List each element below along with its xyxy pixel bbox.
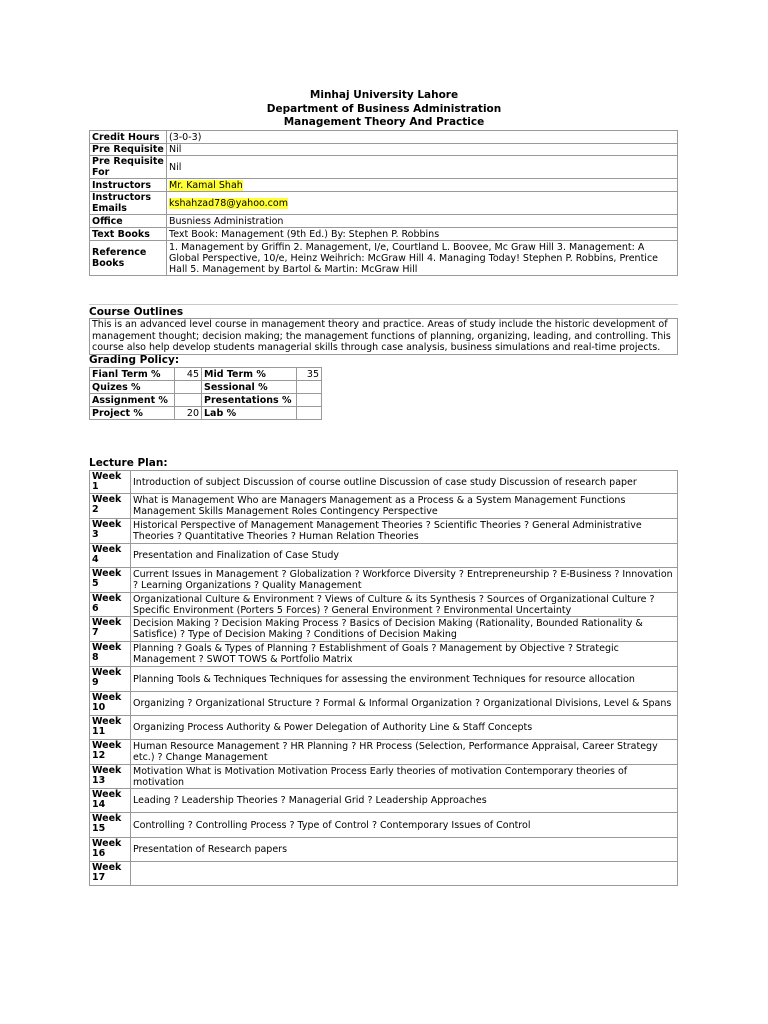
week-label: Week 8 xyxy=(90,642,131,667)
lecture-row xyxy=(90,838,678,862)
grading-label: Fianl Term % xyxy=(90,368,175,381)
week-topic xyxy=(131,862,678,886)
lecture-row xyxy=(90,862,678,886)
info-label: Pre Requisite xyxy=(90,144,167,156)
grading-value xyxy=(175,381,202,394)
info-row xyxy=(90,179,678,192)
week-label: Week 12 xyxy=(90,740,131,765)
week-topic: Organizational Culture & Environment ? Views of Culture & its Synthesis ? Sources of Organizational Culture ? Specific Environment (Porters 5 Forces) ? General Environment ? Environmental Uncertainty xyxy=(131,593,678,617)
week-label: Week 6 xyxy=(90,593,131,617)
info-value-text: 1. Management by Griffin 2. Management, I/e, Courtland L. Boovee, Mc Graw Hill 3. Management: A Global Perspective, 10/e, Heinz Weihrich: McGraw Hill 4. Managing Today! Stephen P. Robbins, Prentice Hall 5. Management by Bartol & Martin: McGraw Hill xyxy=(169,241,659,275)
lecture-row xyxy=(90,568,678,593)
lecture-row xyxy=(90,544,678,568)
course-outlines-title: Course Outlines xyxy=(89,304,678,318)
week-label: Week 13 xyxy=(90,765,131,789)
lecture-row xyxy=(90,593,678,617)
info-label: Credit Hours xyxy=(90,131,167,144)
course-info-table xyxy=(89,130,678,276)
info-value xyxy=(167,179,678,192)
lecture-row xyxy=(90,494,678,519)
week-label: Week 3 xyxy=(90,519,131,544)
week-topic: Planning ? Goals & Types of Planning ? Establishment of Goals ? Management by Objective ? Strategic Management ? SWOT TOWS & Portfolio Matrix xyxy=(131,642,678,667)
info-value xyxy=(167,215,678,228)
grading-value: 20 xyxy=(175,407,202,420)
week-label: Week 2 xyxy=(90,494,131,519)
course-title: Management Theory And Practice xyxy=(283,116,485,128)
grading-value xyxy=(175,394,202,407)
week-label: Week 14 xyxy=(90,789,131,813)
info-row xyxy=(90,192,678,215)
info-row xyxy=(90,228,678,241)
grading-value: 35 xyxy=(297,368,322,381)
info-value-text: Busniess Administration xyxy=(169,215,284,227)
info-value-text: (3-0-3) xyxy=(169,131,202,143)
grading-value xyxy=(297,381,322,394)
week-topic: Organizing Process Authority & Power Delegation of Authority Line & Staff Concepts xyxy=(131,716,678,740)
info-value xyxy=(167,156,678,179)
lecture-row xyxy=(90,519,678,544)
info-label: Office xyxy=(90,215,167,228)
week-topic: Presentation and Finalization of Case Study xyxy=(131,544,678,568)
department-name: Department of Business Administration xyxy=(266,102,502,115)
info-value xyxy=(167,192,678,215)
info-label: Pre Requisite For xyxy=(90,156,167,179)
grading-label: Lab % xyxy=(202,407,297,420)
week-topic: Organizing ? Organizational Structure ? Formal & Informal Organization ? Organizational Divisions, Level & Spans xyxy=(131,692,678,716)
document-header xyxy=(0,89,768,130)
grading-row xyxy=(90,394,322,407)
week-label: Week 5 xyxy=(90,568,131,593)
lecture-row xyxy=(90,740,678,765)
lecture-row xyxy=(90,765,678,789)
week-topic: Current Issues in Management ? Globalization ? Workforce Diversity ? Entrepreneurship ? E-Business ? Innovation ? Learning Organizations ? Quality Management xyxy=(131,568,678,593)
info-value-text: Text Book: Management (9th Ed.) By: Stephen P. Robbins xyxy=(169,228,440,240)
info-value-text: Nil xyxy=(169,161,182,173)
info-value xyxy=(167,241,678,276)
lecture-row xyxy=(90,471,678,494)
grading-label: Assignment % xyxy=(90,394,175,407)
lecture-row xyxy=(90,813,678,838)
grading-policy-title: Grading Policy: xyxy=(89,354,180,366)
info-label: Instructors Emails xyxy=(90,192,167,215)
week-topic: Leading ? Leadership Theories ? Managerial Grid ? Leadership Approaches xyxy=(131,789,678,813)
info-value-text: Mr. Kamal Shah xyxy=(169,179,243,191)
week-topic: Decision Making ? Decision Making Process ? Basics of Decision Making (Rationality, Bounded Rationality & Satisfice) ? Type of Decision Making ? Conditions of Decision Making xyxy=(131,617,678,642)
grading-label: Project % xyxy=(90,407,175,420)
lecture-row xyxy=(90,716,678,740)
week-label: Week 1 xyxy=(90,471,131,494)
info-row xyxy=(90,144,678,156)
lecture-row xyxy=(90,642,678,667)
info-label: Instructors xyxy=(90,179,167,192)
grading-label: Sessional % xyxy=(202,381,297,394)
lecture-row xyxy=(90,667,678,692)
week-topic: What is Management Who are Managers Management as a Process & a System Management Functions Management Skills Management Roles Contingency Perspective xyxy=(131,494,678,519)
info-row xyxy=(90,215,678,228)
info-value xyxy=(167,131,678,144)
lecture-plan-table xyxy=(89,470,678,886)
university-name: Minhaj University Lahore xyxy=(309,89,459,101)
info-row xyxy=(90,156,678,179)
week-topic: Human Resource Management ? HR Planning ? HR Process (Selection, Performance Appraisal, Career Strategy etc.) ? Change Management xyxy=(131,740,678,765)
grading-row xyxy=(90,381,322,394)
lecture-plan-title: Lecture Plan: xyxy=(89,457,168,469)
week-label: Week 16 xyxy=(90,838,131,862)
week-label: Week 11 xyxy=(90,716,131,740)
week-label: Week 17 xyxy=(90,862,131,886)
week-label: Week 4 xyxy=(90,544,131,568)
info-label: Reference Books xyxy=(90,241,167,276)
week-topic: Motivation What is Motivation Motivation Process Early theories of motivation Contemporary theories of motivation xyxy=(131,765,678,789)
grading-value: 45 xyxy=(175,368,202,381)
grading-policy-table xyxy=(89,367,322,420)
week-label: Week 15 xyxy=(90,813,131,838)
grading-label: Mid Term % xyxy=(202,368,297,381)
info-label: Text Books xyxy=(90,228,167,241)
week-topic: Planning Tools & Techniques Techniques for assessing the environment Techniques for resource allocation xyxy=(131,667,678,692)
lecture-row xyxy=(90,692,678,716)
course-outlines-text: This is an advanced level course in management theory and practice. Areas of study include the historic development of management thought; decision making; the management functions of planning, organizing, leading, and controlling. This course also help develop students managerial skills through case analysis, business simulations and real-time projects. xyxy=(89,318,678,355)
info-value-text: Nil xyxy=(169,144,182,155)
grading-value xyxy=(297,394,322,407)
week-topic: Introduction of subject Discussion of course outline Discussion of case study Discussion of research paper xyxy=(131,471,678,494)
week-label: Week 7 xyxy=(90,617,131,642)
grading-row xyxy=(90,407,322,420)
week-label: Week 9 xyxy=(90,667,131,692)
info-row xyxy=(90,131,678,144)
lecture-row xyxy=(90,789,678,813)
info-value xyxy=(167,144,678,156)
week-topic: Presentation of Research papers xyxy=(131,838,678,862)
grading-row xyxy=(90,368,322,381)
info-value-text: kshahzad78@yahoo.com xyxy=(169,197,288,209)
week-label: Week 10 xyxy=(90,692,131,716)
grading-value xyxy=(297,407,322,420)
lecture-row xyxy=(90,617,678,642)
info-row xyxy=(90,241,678,276)
week-topic: Controlling ? Controlling Process ? Type of Control ? Contemporary Issues of Control xyxy=(131,813,678,838)
info-value xyxy=(167,228,678,241)
week-topic: Historical Perspective of Management Management Theories ? Scientific Theories ? General Administrative Theories ? Quantitative Theories ? Human Relation Theories xyxy=(131,519,678,544)
grading-label: Presentations % xyxy=(202,394,297,407)
grading-label: Quizes % xyxy=(90,381,175,394)
